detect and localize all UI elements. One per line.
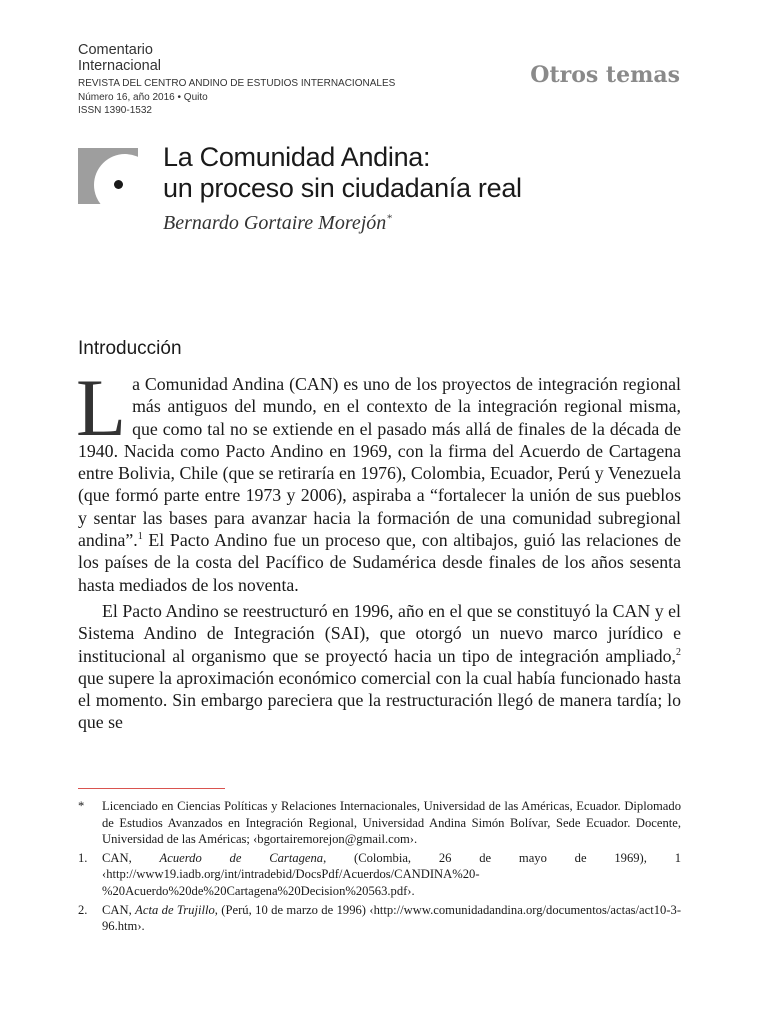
issue-line: Número 16, año 2016 • Quito bbox=[78, 91, 208, 103]
paragraph-2: El Pacto Andino se reestructuró en 1996, año en el que se constituyó la CAN y el Sistema Andino de Integración (SAI), que otorgó un nuevo marco jurídico e institucional al organismo que se proyectó hacia un tipo de integración ampliado,$^2$ que supere la aproximación económico comercial con la cual había funcionado hasta el momento. Sin embargo pareciera que la restructuración llegó de manera tardía; lo que se bbox=[78, 600, 681, 733]
footnote-ref-1: 1 bbox=[137, 531, 143, 543]
footnote-2: 2. CAN, Acta de Trujillo, (Perú, 10 de marzo de 1996) ‹http://www.comunidadandina.org/documentos/actas/act10-3-96.htm›. bbox=[78, 902, 682, 934]
title-line-1: La Comunidad Andina: bbox=[163, 142, 431, 172]
section-heading: Introducción bbox=[78, 338, 182, 359]
paragraph-1: La Comunidad Andina (CAN) es uno de los proyectos de integración regional más antiguos del mundo, en el contexto de la integración regional misma, que como tal no se extiende en el pasado más allá de finales de la década de 1940. Nacida como Pacto Andino en 1969, con la firma del Acuerdo de Cartagena entre Bolivia, Chile (que se retiraría en 1976), Colombia, Ecuador, Perú y Venezuela (que formó parte entre 1973 y 2006), aspiraba a “fortalecer la unión de sus pueblos y sentar las bases para avanzar hacia la formación de una comunidad subregional andina”.$^1$ El Pacto Andino fue un proceso que, con altibajos, guió las relaciones de los países de la costa del Pacífico de Sudamérica desde finales de los años sesenta hasta mediados de los noventa. bbox=[76, 362, 681, 595]
footnote-author: * Licenciado en Ciencias Políticas y Relaciones Internacionales, Universidad de las Américas, Ecuador. Diplomado de Estudios Avanzados en Integración Regional, Universidad Andina Simón Bolívar, Sede Ecuador. Docente, Universidad de las Américas; ‹bgortairemorejon@gmail.com›. bbox=[78, 799, 681, 847]
footnote-1: 1. CAN, Acuerdo de Cartagena, (Colombia, 26 de mayo de 1969), 1 ‹http://www19.iadb.org/int/intradebid/DocsPdf/Acuerdos/CANDINA%20-%20Acuerdo%20de%20Cartagena%20Decision%20563.pdf›. bbox=[78, 850, 681, 898]
publisher-line: REVISTA DEL CENTRO ANDINO DE ESTUDIOS INTERNACIONALES bbox=[78, 78, 396, 89]
footnote-divider bbox=[78, 788, 225, 789]
title-line-2: un proceso sin ciudadanía real bbox=[163, 173, 522, 203]
journal-masthead bbox=[78, 42, 395, 118]
footnote-ref-2: 2 bbox=[676, 646, 681, 658]
drop-cap: L bbox=[76, 362, 127, 453]
journal-name-line2: Internacional bbox=[78, 58, 162, 74]
article-body bbox=[76, 362, 681, 734]
article-title bbox=[163, 142, 703, 204]
footnotes bbox=[78, 798, 681, 937]
author-name: Bernardo Gortaire Morejón bbox=[163, 212, 387, 234]
journal-logo-icon bbox=[78, 148, 138, 204]
issn-line: ISSN 1390-1532 bbox=[78, 105, 152, 116]
author-footnote-mark: * bbox=[386, 212, 392, 225]
journal-name-line1: Comentario bbox=[78, 42, 153, 58]
article-author bbox=[163, 212, 392, 235]
section-label: Otros temas bbox=[530, 62, 680, 88]
